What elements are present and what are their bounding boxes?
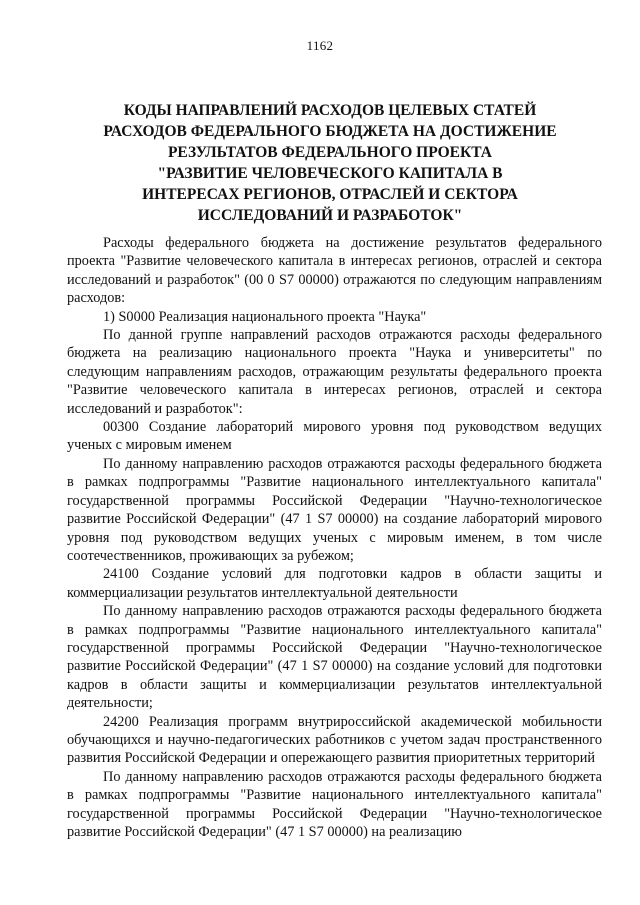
intro-paragraph: Расходы федерального бюджета на достижение результатов федерального проекта "Развитие человеческого капитала в интересах регионов, отраслей и сектора исследований и разработок" (00 0 S7 00000) отражаются по следующим направлениям расходов: [67, 235, 602, 307]
code-24200-heading: 24200 Реализация программ внутрироссийской академической мобильности обучающихся и научно-педагогических работников с учетом задач пространственного развития Российской Федерации и опережающего развития приоритетных территорий [67, 713, 602, 767]
title-line-4: "РАЗВИТИЕ ЧЕЛОВЕЧЕСКОГО КАПИТАЛА В [157, 165, 503, 182]
section-description-paragraph: По данной группе направлений расходов отражаются расходы федерального бюджета на реализацию национального проекта "Наука и университеты" по следующим направлениям расходов, отражающим результаты федерального проекта "Развитие человеческого капитала в интересах регионов, отраслей и сектора исследований и разработок": [67, 327, 602, 417]
code-24200-description: По данному направлению расходов отражаются расходы федерального бюджета в рамках подпрограммы "Развитие национального интеллектуального капитала" государственной программы Российской Федерации "Научно-технологическое развитие Российской Федерации" (47 1 S7 00000) на реализацию [67, 768, 602, 840]
title-line-5: ИНТЕРЕСАХ РЕГИОНОВ, ОТРАСЛЕЙ И СЕКТОРА [142, 186, 518, 203]
title-line-6: ИССЛЕДОВАНИЙ И РАЗРАБОТОК" [197, 207, 463, 224]
title-line-2: РАСХОДОВ ФЕДЕРАЛЬНОГО БЮДЖЕТА НА ДОСТИЖЕНИЕ [103, 123, 557, 140]
page-number: 1162 [306, 38, 334, 53]
title-line-1: КОДЫ НАПРАВЛЕНИЙ РАСХОДОВ ЦЕЛЕВЫХ СТАТЕЙ [123, 102, 537, 119]
section-heading-s0000: 1) S0000 Реализация национального проекта "Наука" [103, 308, 427, 325]
code-24100-heading: 24100 Создание условий для подготовки кадров в области защиты и коммерциализации результатов интеллектуальной деятельности [67, 566, 602, 601]
document-body [67, 234, 602, 841]
code-00300-description: По данному направлению расходов отражаются расходы федерального бюджета в рамках подпрограммы "Развитие национального интеллектуального капитала" государственной программы Российской Федерации "Научно-технологическое развитие Российской Федерации" (47 1 S7 00000) на создание лабораторий мирового уровня под руководством ведущих ученых с мировым именем, в том числе соотечественников, проживающих за рубежом; [67, 455, 602, 564]
document-title [90, 100, 570, 226]
code-24100-description: По данному направлению расходов отражаются расходы федерального бюджета в рамках подпрограммы "Развитие национального интеллектуального капитала" государственной программы Российской Федерации "Научно-технологическое развитие Российской Федерации" (47 1 S7 00000) на создание условий для подготовки кадров в области защиты и коммерциализации результатов интеллектуальной деятельности; [67, 603, 602, 712]
code-00300-heading: 00300 Создание лабораторий мирового уровня под руководством ведущих ученых с мировым именем [67, 419, 602, 454]
title-line-3: РЕЗУЛЬТАТОВ ФЕДЕРАЛЬНОГО ПРОЕКТА [167, 144, 493, 161]
